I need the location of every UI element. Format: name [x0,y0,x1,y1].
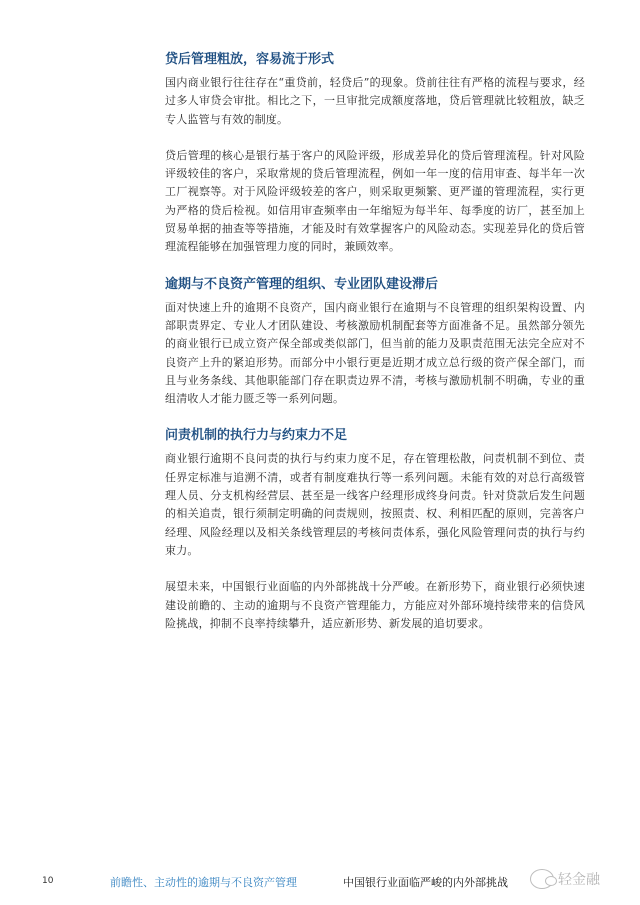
page-number: 10 [42,876,54,886]
section-3-paragraph-2: 展望未来，中国银行业面临的内外部挑战十分严峻。在新形势下，商业银行必须快速建设前瞻的、主动的逾期与不良资产管理能力，方能应对外部环境持续带来的信贷风险挑战，抑制不良率持续攀升，适应新形势、新发展的追切要求。 [165,580,585,630]
article-body [165,50,585,633]
section-1-paragraph-1: 国内商业银行往往存在“重贷前，轻贷后”的现象。贷前往往有严格的流程与要求，经过多人审贷会审批。相比之下，一旦审批完成额度落地，贷后管理就比较粗放，缺乏专人监管与有效的制度。 [165,76,585,126]
watermark [530,864,630,894]
section-1-paragraph-2: 贷后管理的核心是银行基于客户的风险评级，形成差异化的贷后管理流程。针对风险评级较佳的客户，采取常规的贷后管理流程，例如一年一度的信用审查、每半年一次工厂视察等。对于风险评级较差的客户，则采取更频繁、更严谨的管理流程，实行更为严格的贷后检视。如信用审查频率由一年缩短为每半年、每季度的访厂，甚至加上贸易单据的抽查等等措施，才能及时有效掌握客户的风险动态。实现差异化的贷后管理流程能够在加强管理力度的同时，兼顾效率。 [165,148,585,254]
footer-report-title: 前瞻性、主动性的逾期与不良资产管理 [110,876,297,889]
watermark-text: 轻金融 [558,872,600,888]
section-heading-2: 逾期与不良资产管理的组织、专业团队建设滞后 [165,276,439,292]
wechat-icon [530,869,554,889]
section-2-paragraph-1: 面对快速上升的逾期不良资产，国内商业银行在逾期与不良管理的组织架构设置、内部职责界定、专业人才团队建设、考核激励机制配套等方面准备不足。虽然部分领先的商业银行已成立资产保全部或类似部门，但当前的能力及职责范围无法完全应对不良资产上升的紧迫形势。而部分中小银行更是近期才成立总行级的资产保全部门，而且与业务条线、其他职能部门存在职责边界不清，考核与激励机制不明确，专业的重组清收人才能力匮乏等一系列问题。 [165,300,585,406]
footer-chapter-title: 中国银行业面临严峻的内外部挑战 [343,876,508,889]
section-heading-3: 问责机制的执行力与约束力不足 [165,428,348,444]
section-3-paragraph-1: 商业银行逾期不良问责的执行与约束力度不足，存在管理松散，问责机制不到位、责任界定标准与追溯不清，或者有制度难执行等一系列问题。未能有效的对总行高级管理人员、分支机构经营层、甚至是一线客户经理形成终身问责。针对贷款后发生问题的相关追责，银行须制定明确的问责规则，按照责、权、利相匹配的原则，完善客户经理、风险经理以及相关条线管理层的考核问责体系，强化风险管理问责的执行与约束力。 [165,452,585,557]
section-heading-1: 贷后管理粗放，容易流于形式 [165,52,335,67]
